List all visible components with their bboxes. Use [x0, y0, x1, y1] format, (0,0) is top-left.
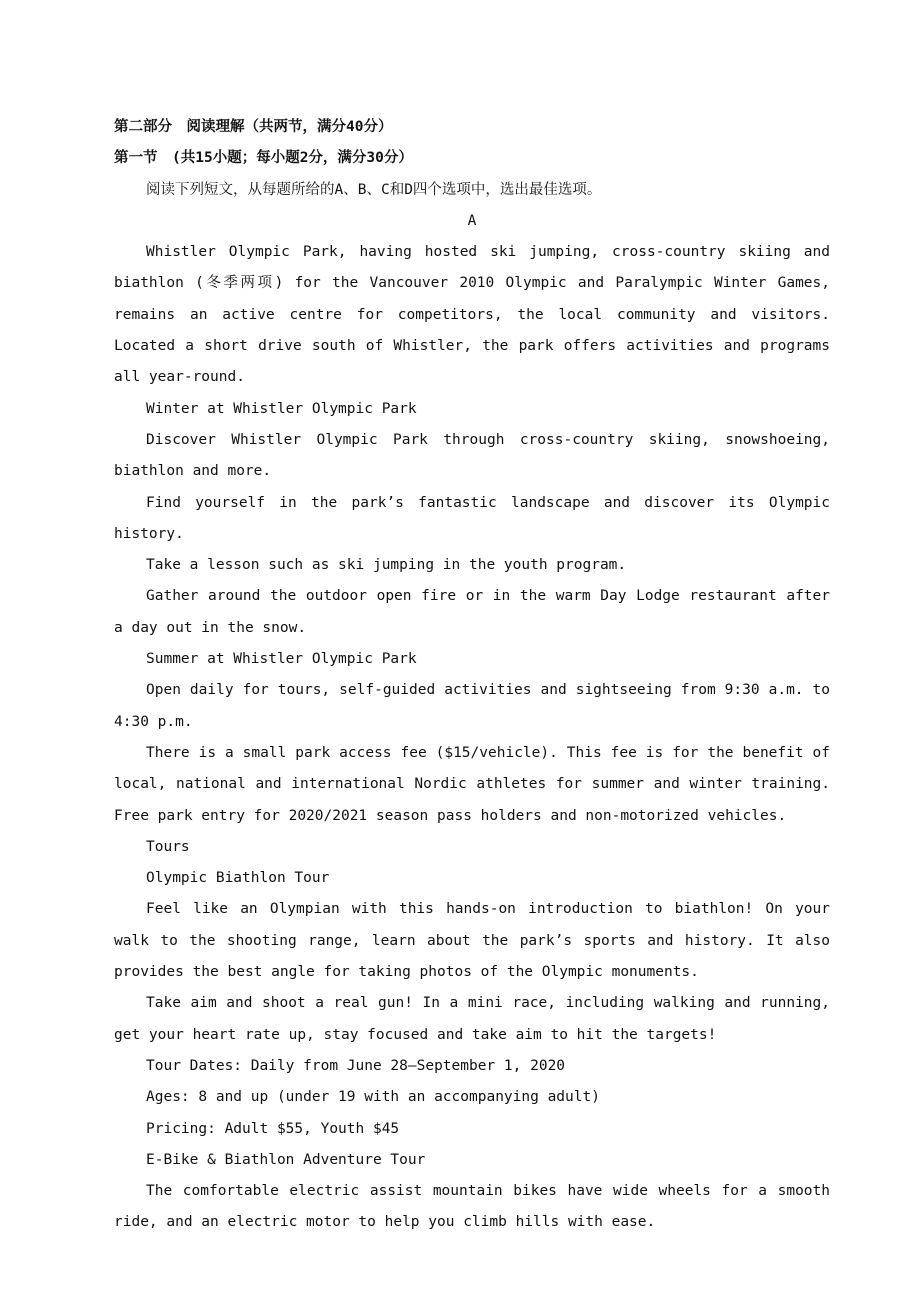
document-page	[114, 112, 830, 1239]
biathlon-dates: Tour Dates: Daily from June 28—September 1, 2020	[146, 1057, 566, 1074]
summer-paragraph-1: Open daily for tours, self-guided activities and sightseeing from 9:30 a.m. to 4:30 p.m.	[114, 682, 830, 730]
biathlon-pricing: Pricing: Adult $55, Youth $45	[146, 1120, 400, 1137]
winter-paragraph-4: Gather around the outdoor open fire or in the warm Day Lodge restaurant after a day out in the snow.	[114, 588, 830, 636]
ebike-tour-title: E-Bike & Biathlon Adventure Tour	[146, 1151, 426, 1168]
section-title: 第一节 (共15小题；每小题2分，满分30分）	[114, 150, 413, 167]
winter-paragraph-2: Find yourself in the park’s fantastic landscape and discover its Olympic history.	[114, 494, 830, 542]
winter-paragraph-1: Discover Whistler Olympic Park through cross-country skiing, snowshoeing, biathlon and more.	[114, 431, 830, 480]
biathlon-paragraph-2: Take aim and shoot a real gun! In a mini race, including walking and running, get your heart rate up, stay focused and take aim to hit the targets!	[114, 995, 830, 1043]
tours-heading: Tours	[146, 838, 190, 855]
instructions: 阅读下列短文，从每题所给的A、B、C和D四个选项中，选出最佳选项。	[146, 181, 602, 198]
intro-paragraph: Whistler Olympic Park, having hosted ski jumping, cross-country skiing and biathlon (冬季两项) for the Vancouver 2010 Olympic and Paralympic Winter Games, remains an active centre for competitors, the local community and visitors. Located a short drive south of Whistler, the park offers activities and programs all year-round.	[114, 244, 830, 386]
biathlon-paragraph-1: Feel like an Olympian with this hands-on introduction to biathlon! On your walk to the shooting range, learn about the park’s sports and history. It also provides the best angle for taking photos of the Olympic monuments.	[114, 901, 830, 981]
biathlon-tour-title: Olympic Biathlon Tour	[146, 870, 330, 887]
biathlon-ages: Ages: 8 and up (under 19 with an accompanying adult)	[146, 1089, 600, 1106]
ebike-paragraph-1: The comfortable electric assist mountain bikes have wide wheels for a smooth ride, and an electric motor to help you climb hills with ease.	[114, 1183, 830, 1231]
winter-heading: Winter at Whistler Olympic Park	[146, 400, 417, 417]
winter-paragraph-3: Take a lesson such as ski jumping in the youth program.	[146, 557, 627, 574]
passage-label: A	[467, 212, 477, 229]
summer-paragraph-2: There is a small park access fee ($15/vehicle). This fee is for the benefit of local, national and international Nordic athletes for summer and winter training. Free park entry for 2020/2021 season pass holders and non-motorized vehicles.	[114, 744, 830, 824]
summer-heading: Summer at Whistler Olympic Park	[146, 651, 417, 668]
part-title: 第二部分 阅读理解（共两节，满分40分）	[114, 119, 393, 135]
